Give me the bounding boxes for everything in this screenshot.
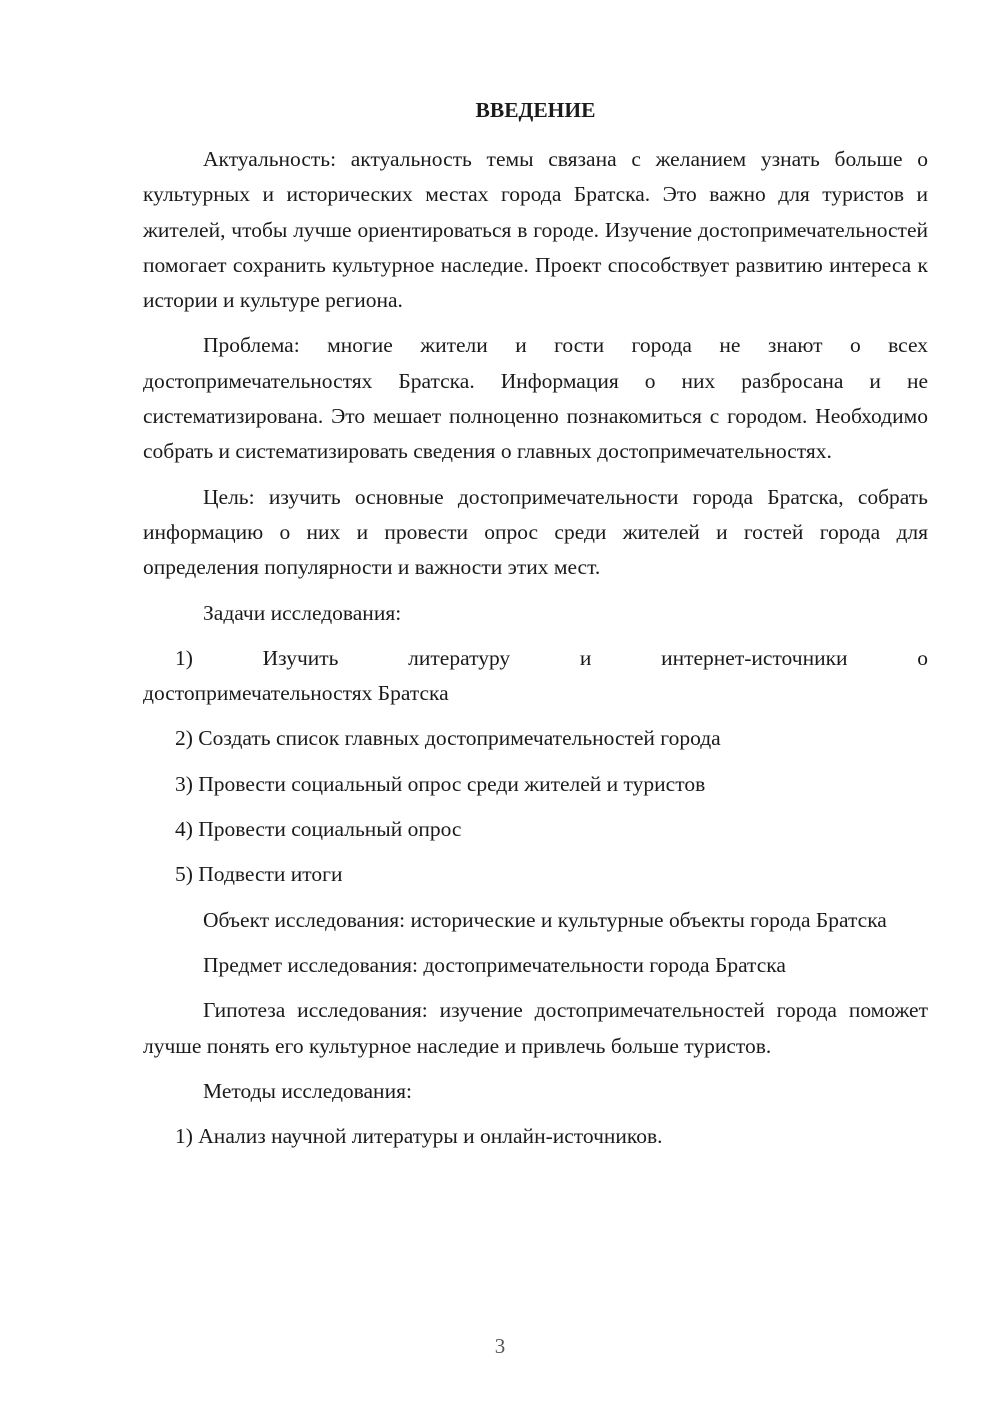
- task-item-1-word: о: [917, 645, 928, 670]
- goal-paragraph: Цель: изучить основные достопримечательности города Братска, собрать информацию о них и провести опрос среди жителей и гостей города для определения популярности и важности этих мест.: [143, 484, 928, 580]
- problem-paragraph: Проблема: многие жители и гости города не знают о всех достопримечательностях Братска. Информация о них разбросана и не систематизирована. Это мешает полноценно познакомиться с городом. Необходимо собрать и систематизировать сведения о главных достопримечательностях.: [143, 333, 928, 464]
- task-item-2: 2) Создать список главных достопримечательностей города: [175, 726, 721, 751]
- document-page: [143, 96, 928, 1164]
- task-item-1-first-line: [143, 641, 928, 676]
- hypothesis-paragraph: Гипотеза исследования: изучение достопримечательностей города поможет лучше понять его культурное наследие и привлечь больше туристов.: [143, 998, 928, 1058]
- task-item-1-word: 1): [175, 645, 193, 670]
- subject-paragraph: Предмет исследования: достопримечательности города Братска: [203, 952, 786, 977]
- task-item-1-word: интернет-источники: [661, 645, 848, 670]
- page-title: ВВЕДЕНИЕ: [475, 98, 596, 122]
- task-item-4: 4) Провести социальный опрос: [175, 817, 462, 842]
- task-item-1-word: и: [579, 645, 592, 670]
- task-item-1-continuation: достопримечательностях Братска: [143, 681, 449, 706]
- task-item-1-word: литературу: [408, 645, 511, 670]
- tasks-heading: Задачи исследования:: [203, 600, 402, 625]
- method-item-1: 1) Анализ научной литературы и онлайн-источников.: [175, 1124, 663, 1149]
- task-item-3: 3) Провести социальный опрос среди жителей и туристов: [175, 771, 706, 796]
- page-number: 3: [494, 1334, 506, 1358]
- relevance-paragraph: Актуальность: актуальность темы связана с желанием узнать больше о культурных и исторических местах города Братска. Это важно для туристов и жителей, чтобы лучше ориентироваться в городе. Изучение достопримечательностей помогает сохранить культурное наследие. Проект способствует развитию интереса к истории и культуре региона.: [143, 147, 928, 313]
- object-paragraph: Объект исследования: исторические и культурные объекты города Братска: [203, 907, 887, 932]
- task-item-1: [143, 641, 928, 712]
- task-item-1-word: Изучить: [262, 645, 339, 670]
- task-item-5: 5) Подвести итоги: [175, 862, 343, 887]
- methods-heading: Методы исследования:: [203, 1078, 412, 1103]
